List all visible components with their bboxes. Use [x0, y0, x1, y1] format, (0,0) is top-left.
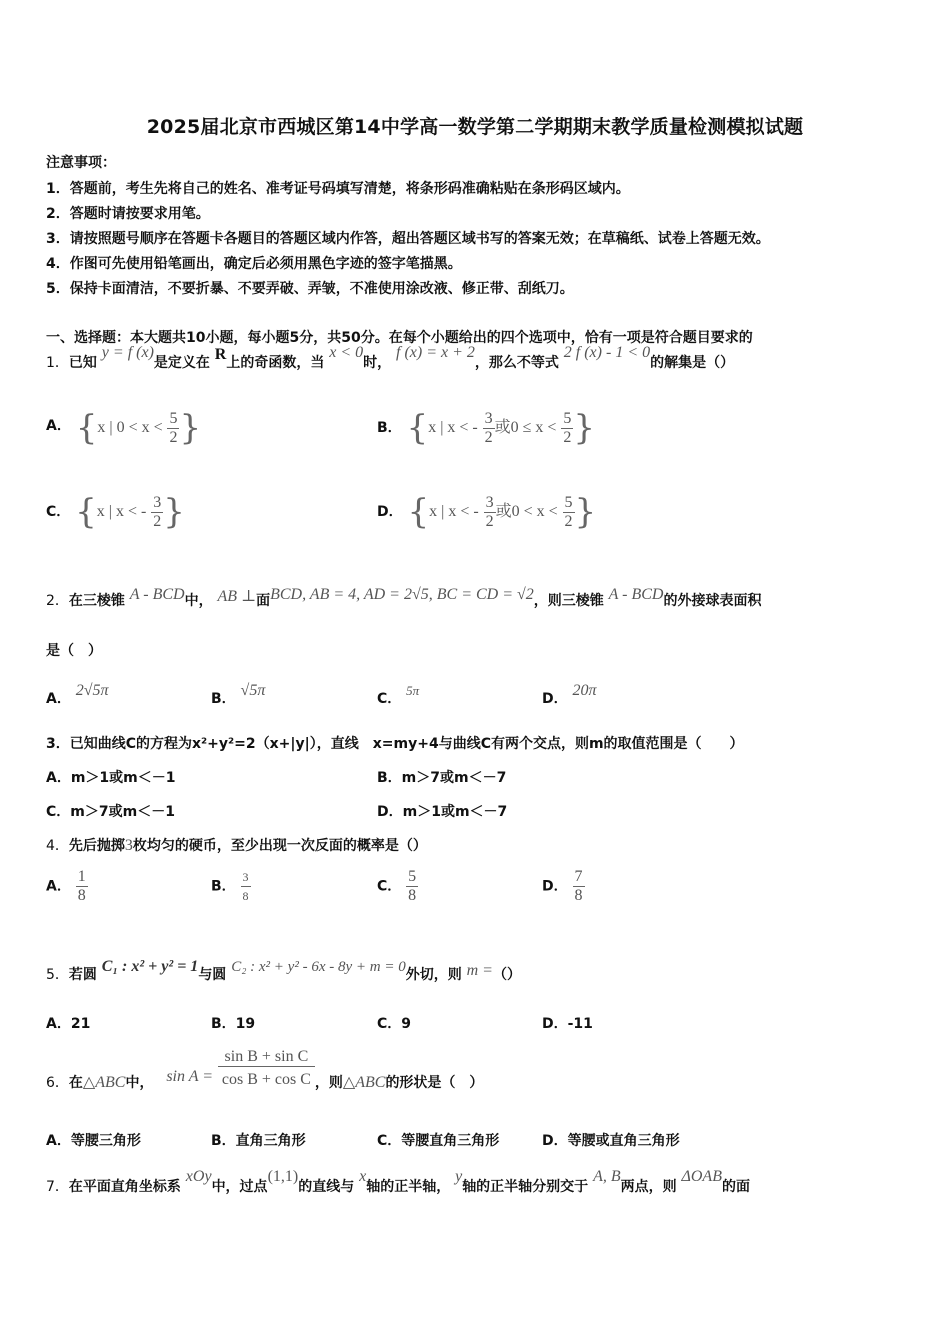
q-text: 的面: [721, 1179, 750, 1195]
notice-item: 4．作图可先使用铅笔画出，确定后必须用黑色字迹的签字笔描黑。: [46, 256, 462, 272]
math-expr: x | x < -: [429, 503, 479, 520]
q6-option-a[interactable]: A．等腰三角形: [46, 1133, 141, 1149]
q-text: 先后抛掷: [68, 838, 125, 854]
q-text: 中，: [125, 1075, 154, 1091]
math-expr: x < 0: [329, 344, 364, 361]
q-text: ，则三棱锥: [533, 593, 604, 609]
q5-option-d[interactable]: D．-11: [542, 1016, 593, 1032]
math-expr: R: [214, 346, 227, 363]
math-expr: x | 0 < x <: [97, 419, 163, 436]
option-label: D．: [542, 691, 568, 707]
q-text: 的直线与: [298, 1179, 355, 1195]
notice-heading: 注意事项：: [46, 155, 116, 171]
question-1: [46, 344, 735, 372]
brace-left: {: [75, 492, 97, 532]
question-4: [46, 835, 427, 855]
option-label: A．: [46, 691, 71, 707]
question-3: 3．已知曲线C的方程为x²+y²=2（x+|y|），直线 x=my+4与曲线C有两个交点，则m的取值范围是（ ）: [46, 736, 744, 752]
q6-option-b[interactable]: B．直角三角形: [211, 1133, 306, 1149]
notice-item: 2．答题时请按要求用笔。: [46, 206, 210, 222]
q1-option-b[interactable]: [377, 408, 595, 448]
math-expr: △ABC: [82, 1074, 126, 1091]
notice-item: 5．保持卡面清洁，不要折暴、不要弄破、弄皱，不准使用涂改液、修正带、刮纸刀。: [46, 281, 574, 297]
math-expr: 3: [124, 837, 133, 854]
q-text: 中，过点: [211, 1179, 268, 1195]
fraction: $\frac{3}{2}$: [485, 493, 494, 530]
question-number: 1．: [46, 355, 69, 371]
q3-option-a[interactable]: A．m＞1或m＜－1: [46, 770, 176, 786]
q1-option-a[interactable]: [46, 408, 201, 448]
q4-option-d[interactable]: [542, 868, 585, 905]
math-expr: △ABC: [342, 1074, 386, 1091]
brace-right: }: [163, 492, 185, 532]
q-text: 与圆: [198, 967, 227, 983]
fraction: $\frac{5}{8}$: [408, 868, 417, 904]
fraction: $\frac{3}{8}$: [242, 870, 249, 903]
q-text: 的外接球表面积: [663, 593, 762, 609]
option-label: B．: [377, 420, 402, 436]
option-label: A．: [46, 878, 71, 895]
q-text: 的解集是（）: [650, 355, 735, 371]
q5-option-a[interactable]: A．21: [46, 1016, 91, 1032]
q1-option-c[interactable]: [46, 492, 185, 532]
fraction: $\frac{7}{8}$: [574, 868, 583, 904]
math-expr: A - BCD: [129, 586, 185, 603]
question-7: [46, 1168, 750, 1196]
question-number: 6．: [46, 1075, 69, 1091]
fraction: $\frac{5}{2}$: [563, 409, 572, 446]
q-text: 中，: [184, 593, 213, 609]
q-text: 外切，则: [405, 967, 462, 983]
q5-option-b[interactable]: B．19: [211, 1016, 256, 1032]
brace-left: {: [406, 408, 429, 448]
math-expr: √5π: [240, 682, 266, 699]
q4-option-c[interactable]: [377, 868, 418, 905]
question-2: [46, 586, 762, 610]
option-label: C．: [377, 691, 402, 707]
q-text: 时，: [363, 355, 392, 371]
fraction: $\frac{3}{2}$: [484, 409, 493, 446]
fraction: $\frac{1}{8}$: [77, 868, 86, 904]
q6-option-d[interactable]: D．等腰或直角三角形: [542, 1133, 680, 1149]
math-expr: A, B: [593, 1168, 621, 1185]
question-5: [46, 958, 521, 984]
notice-item: 1．答题前，考生先将自己的姓名、准考证号码填写清楚，将条形码准确粘贴在条形码区域内。: [46, 181, 630, 197]
q3-option-b[interactable]: B．m＞7或m＜－7: [377, 770, 507, 786]
math-expr: C₂ : x² + y² - 6x - 8y + m = 0: [231, 959, 406, 975]
brace-right: }: [574, 492, 597, 532]
q-text: ，则: [314, 1075, 343, 1091]
question-number: 7．: [46, 1179, 69, 1195]
q6-option-c[interactable]: C．等腰直角三角形: [377, 1133, 500, 1149]
q-text: 在平面直角坐标系: [68, 1179, 181, 1195]
fraction: $\frac{\text{sin B + sin C}}{\text{cos B + cos C}}$: [218, 1048, 315, 1089]
q-text: 的形状是（ ）: [385, 1075, 484, 1091]
q-text: 在: [68, 1075, 83, 1091]
math-expr: f (x) = x + 2: [396, 344, 475, 361]
page-title: 2025届北京市西城区第14中学高一数学第二学期期末教学质量检测模拟试题: [146, 116, 804, 138]
math-expr: 或0 < x <: [495, 503, 558, 520]
q-text: ，那么不等式: [474, 355, 559, 371]
option-label: C．: [46, 504, 71, 520]
math-expr: BCD, AB = 4, AD = 2√5, BC = CD = √2: [270, 586, 534, 603]
q-text: 在三棱锥: [68, 593, 125, 609]
brace-right: }: [179, 408, 202, 448]
math-expr: xOy: [185, 1168, 212, 1185]
question-number: 2．: [46, 593, 69, 609]
q-text: 两点，则: [620, 1179, 677, 1195]
q5-option-c[interactable]: C．9: [377, 1016, 412, 1032]
math-expr: C₁ : x² + y² = 1: [101, 958, 199, 975]
q-text: 枚均匀的硬币，至少出现一次反面的概率是（）: [132, 838, 427, 854]
q2-option-a[interactable]: [46, 680, 109, 707]
option-label: C．: [377, 878, 402, 895]
q-text: 轴的正半轴分别交于: [462, 1179, 589, 1195]
math-expr: AB ⊥: [217, 588, 257, 605]
q-text: （）: [492, 967, 521, 983]
q2-option-c[interactable]: [377, 680, 420, 707]
math-expr: x | x < -: [428, 419, 478, 436]
math-expr: y = f (x): [101, 344, 154, 361]
fraction: $\frac{3}{2}$: [153, 493, 162, 530]
q1-option-d[interactable]: [377, 492, 596, 532]
math-expr: (1,1): [267, 1168, 299, 1185]
math-expr: 2√5π: [75, 682, 109, 699]
q2-option-d[interactable]: [542, 680, 597, 707]
question-number: 4．: [46, 838, 69, 854]
question-6: [46, 1048, 483, 1089]
option-label: D．: [377, 504, 403, 520]
q-text: 上的奇函数，当: [226, 355, 325, 371]
q4-option-b[interactable]: [211, 868, 251, 905]
brace-left: {: [75, 408, 98, 448]
q4-option-a[interactable]: [46, 868, 88, 905]
q3-option-d[interactable]: D．m＞1或m＜－7: [377, 804, 508, 820]
fraction: $\frac{5}{2}$: [169, 409, 178, 446]
math-expr: ΔOAB: [681, 1168, 722, 1185]
q-text: 若圆: [68, 967, 97, 983]
math-expr: y: [455, 1168, 463, 1185]
fraction: $\frac{5}{2}$: [564, 493, 573, 530]
q2-option-b[interactable]: [211, 680, 266, 707]
math-expr: A - BCD: [608, 586, 664, 603]
section-heading: 一、选择题：本大题共10小题，每小题5分，共50分。在每个小题给出的四个选项中，恰有一项是符合题目要求的: [46, 330, 753, 346]
option-label: B．: [211, 691, 236, 707]
brace-left: {: [407, 492, 430, 532]
math-expr: x: [359, 1168, 367, 1185]
q-text: 是（ ）: [46, 643, 102, 659]
brace-right: }: [573, 408, 595, 448]
q3-option-c[interactable]: C．m＞7或m＜－1: [46, 804, 175, 820]
option-label: A．: [46, 418, 71, 434]
math-expr: 20π: [572, 682, 597, 699]
q-text: 面: [256, 593, 271, 609]
math-expr: m =: [466, 962, 493, 979]
question-number: 5．: [46, 967, 69, 983]
notice-item: 3．请按照题号顺序在答题卡各题目的答题区域内作答，超出答题区域书写的答案无效；在草稿纸、试卷上答题无效。: [46, 231, 770, 247]
option-label: B．: [211, 878, 236, 895]
math-expr: 5π: [406, 683, 420, 698]
option-label: D．: [542, 878, 568, 895]
math-expr: 或0 ≤ x <: [494, 419, 557, 436]
q-text: 是定义在: [153, 355, 210, 371]
q-text: 轴的正半轴，: [366, 1179, 451, 1195]
q-text: 已知: [68, 355, 97, 371]
math-expr: 2 f (x) - 1 < 0: [563, 344, 651, 361]
math-expr: x | x < -: [96, 503, 147, 520]
math-expr: sin A =: [166, 1068, 213, 1085]
